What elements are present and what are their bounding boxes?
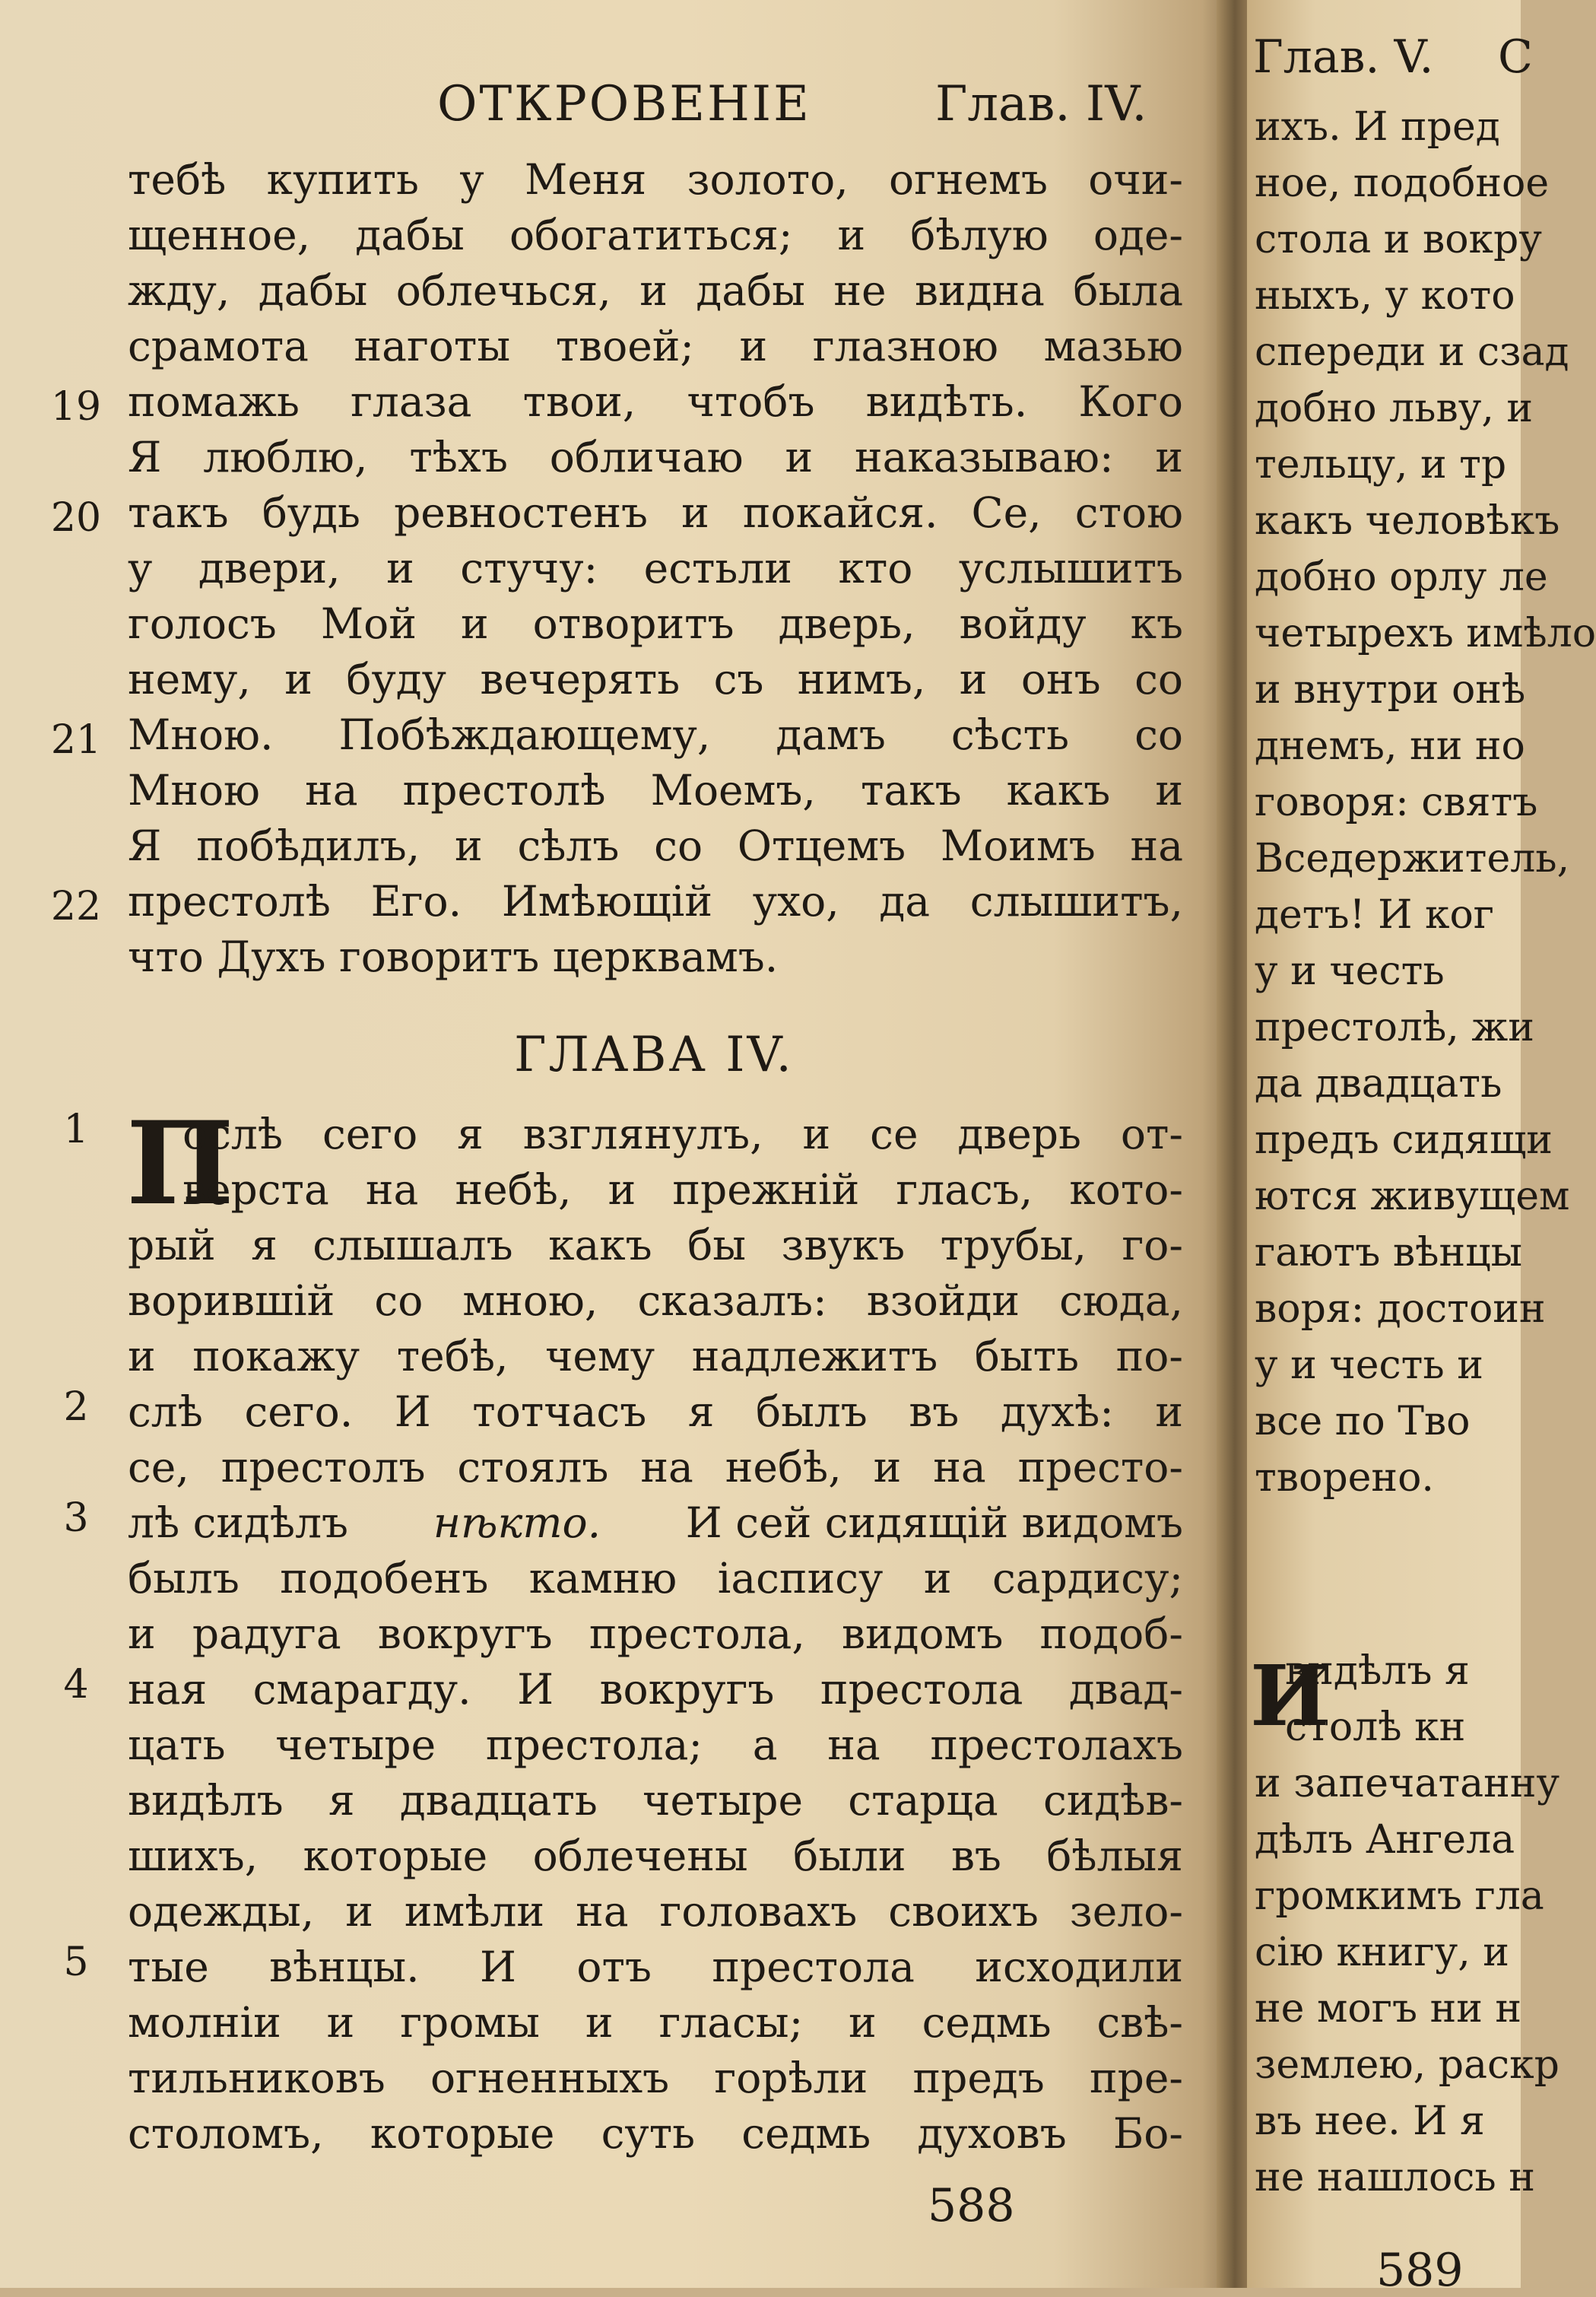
text-line: Вседержитель, xyxy=(1255,836,1570,882)
text-line: все по Тво xyxy=(1255,1399,1471,1444)
text-line: у и честь xyxy=(1255,948,1445,994)
text-line: верста на небѣ, и прежній гласъ, кото- xyxy=(182,1165,1183,1214)
text-line: ное, подобное xyxy=(1255,160,1550,206)
text-line: и запечатанну xyxy=(1255,1761,1560,1806)
right-text-block xyxy=(1255,99,1596,1506)
text-line: гаютъ вѣнцы xyxy=(1255,1230,1523,1276)
text-line: ихъ. И пред xyxy=(1255,104,1500,150)
verse-number: 19 xyxy=(50,384,102,430)
text-line: говоря: святъ xyxy=(1255,780,1538,825)
text-line: помажь глаза твои, чтобъ видѣть. Кого xyxy=(128,377,1183,426)
text-line: тые вѣнцы. И отъ престола исходили xyxy=(128,1943,1183,1991)
drop-cap-initial: П xyxy=(126,1097,234,1231)
text-line: не могъ ни н xyxy=(1255,1986,1522,2032)
text-line: одежды, и имѣли на головахъ своихъ зело- xyxy=(128,1887,1183,1936)
right-running-chapter: Глав. V. xyxy=(1253,30,1434,84)
text-line: четырехъ имѣло xyxy=(1255,611,1596,656)
text-line: громкимъ гла xyxy=(1255,1873,1544,1919)
verse-number: 5 xyxy=(63,1940,89,1985)
text-line: ослѣ сего я взглянулъ, и се дверь от- xyxy=(182,1110,1183,1158)
text-line: да двадцать xyxy=(1255,1061,1502,1107)
text-line: тельцу, и тр xyxy=(1255,442,1507,488)
text-line: что Духъ говоритъ церквамъ. xyxy=(128,932,779,981)
text-line: видѣлъ я двадцать четыре старца сидѣв- xyxy=(128,1776,1183,1825)
text-line: рый я слышалъ какъ бы звукъ трубы, го- xyxy=(128,1221,1183,1269)
chapter-heading: ГЛАВА IV. xyxy=(514,1027,794,1083)
text-line xyxy=(128,1495,1183,1551)
text-line: ныхъ, у кото xyxy=(1255,273,1515,319)
text-line: нему, и буду вечерять съ нимъ, и онъ со xyxy=(128,655,1183,704)
text-line: ются живущем xyxy=(1255,1174,1570,1219)
text-line: воря: достоин xyxy=(1255,1286,1546,1332)
text-line: се, престолъ стоялъ на небѣ, и на престо- xyxy=(128,1443,1183,1492)
text-line: добно льву, и xyxy=(1255,386,1534,431)
text-line: срамота наготы твоей; и глазною мазью xyxy=(128,322,1183,370)
verse-number: 22 xyxy=(50,884,102,929)
text-line: у двери, и стучу: естьли кто услышитъ xyxy=(128,544,1183,593)
verse-number: 3 xyxy=(63,1495,89,1541)
text-line: столомъ, которые суть седмь духовъ Бо- xyxy=(128,2109,1183,2158)
text-line: былъ подобенъ камню іаспису и сардису; xyxy=(128,1554,1183,1603)
page-number-left: 588 xyxy=(928,2179,1015,2232)
text-line: престолѣ, жи xyxy=(1255,1005,1534,1050)
text-line: столѣ кн xyxy=(1285,1704,1466,1750)
text-line: какъ человѣкъ xyxy=(1255,498,1560,544)
text-line: сію книгу, и xyxy=(1255,1930,1509,1975)
text-segment: И сей сидящій видомъ xyxy=(685,1498,1183,1547)
text-line: голосъ Мой и отворитъ дверь, войду къ xyxy=(128,599,1183,648)
italic-word: нѣкто. xyxy=(433,1498,601,1547)
text-line: землею, раскр xyxy=(1255,2042,1560,2088)
text-line: Я побѣдилъ, и сѣлъ со Отцемъ Моимъ на xyxy=(128,821,1183,870)
page-number-right: 589 xyxy=(1376,2244,1464,2297)
text-block-chapter xyxy=(126,1097,1183,2162)
text-line: Я люблю, тѣхъ обличаю и наказываю: и xyxy=(128,433,1183,481)
text-line: престолѣ Его. Имѣющій ухо, да слышитъ, xyxy=(128,877,1183,926)
right-text-block-lower xyxy=(1255,1643,1560,2206)
text-line: слѣ сего. И тотчасъ я былъ въ духѣ: и xyxy=(128,1387,1183,1436)
text-line: молніи и громы и гласы; и седмь свѣ- xyxy=(128,1998,1183,2047)
text-line: и покажу тебѣ, чему надлежитъ быть по- xyxy=(128,1332,1183,1380)
text-line: жду, дабы облечься, и дабы не видна была xyxy=(128,266,1183,315)
text-line: щенное, дабы обогатиться; и бѣлую оде- xyxy=(128,211,1183,259)
verse-number: 20 xyxy=(50,495,102,541)
verse-number: 2 xyxy=(63,1384,89,1430)
right-drop-cap: И xyxy=(1250,1647,1329,1745)
text-line: въ нее. И я xyxy=(1255,2098,1485,2144)
text-line: шихъ, которые облечены были въ бѣлыя xyxy=(128,1832,1183,1880)
text-line: детъ! И ког xyxy=(1255,892,1494,938)
running-chapter: Глав. IV. xyxy=(935,76,1147,132)
text-block-top xyxy=(128,152,1183,985)
text-line: творено. xyxy=(1255,1455,1434,1501)
right-page xyxy=(1247,0,1596,2297)
text-line: Мною на престолѣ Моемъ, такъ какъ и xyxy=(128,766,1183,815)
running-title: ОТКРОВЕНІЕ xyxy=(437,76,811,132)
text-line: цать четыре престола; а на престолахъ xyxy=(128,1720,1183,1769)
verse-number: 21 xyxy=(50,717,102,763)
text-line: тильниковъ огненныхъ горѣли предъ пре- xyxy=(128,2054,1183,2102)
text-line: предъ сидящи xyxy=(1255,1117,1553,1163)
text-line: у и честь и xyxy=(1255,1342,1483,1388)
text-line: ная смарагду. И вокругъ престола двад- xyxy=(128,1665,1183,1714)
text-line: Мною. Побѣждающему, дамъ сѣсть со xyxy=(128,710,1183,759)
text-line: и внутри онѣ xyxy=(1255,667,1526,713)
text-line: тебѣ купить у Меня золото, огнемъ очи- xyxy=(128,155,1183,204)
text-line: спереди и сзад xyxy=(1255,329,1569,375)
right-running-title: С xyxy=(1498,30,1533,84)
text-line: днемъ, ни но xyxy=(1255,723,1525,769)
text-line: дѣлъ Ангела xyxy=(1255,1817,1515,1863)
text-line: не нашлось н xyxy=(1255,2155,1535,2200)
text-line: и радуга вокругъ престола, видомъ подоб- xyxy=(128,1609,1183,1658)
verse-number: 1 xyxy=(63,1107,89,1152)
verse-number: 4 xyxy=(63,1662,89,1708)
text-line: стола и вокру xyxy=(1255,217,1542,262)
text-line: видѣлъ я xyxy=(1285,1648,1470,1694)
text-line: такъ будь ревностенъ и покайся. Се, стою xyxy=(128,488,1183,537)
text-line: добно орлу ле xyxy=(1255,554,1548,600)
text-line: ворившій со мною, сказалъ: взойди сюда, xyxy=(128,1276,1183,1325)
text-segment: лѣ сидѣлъ xyxy=(128,1498,349,1547)
